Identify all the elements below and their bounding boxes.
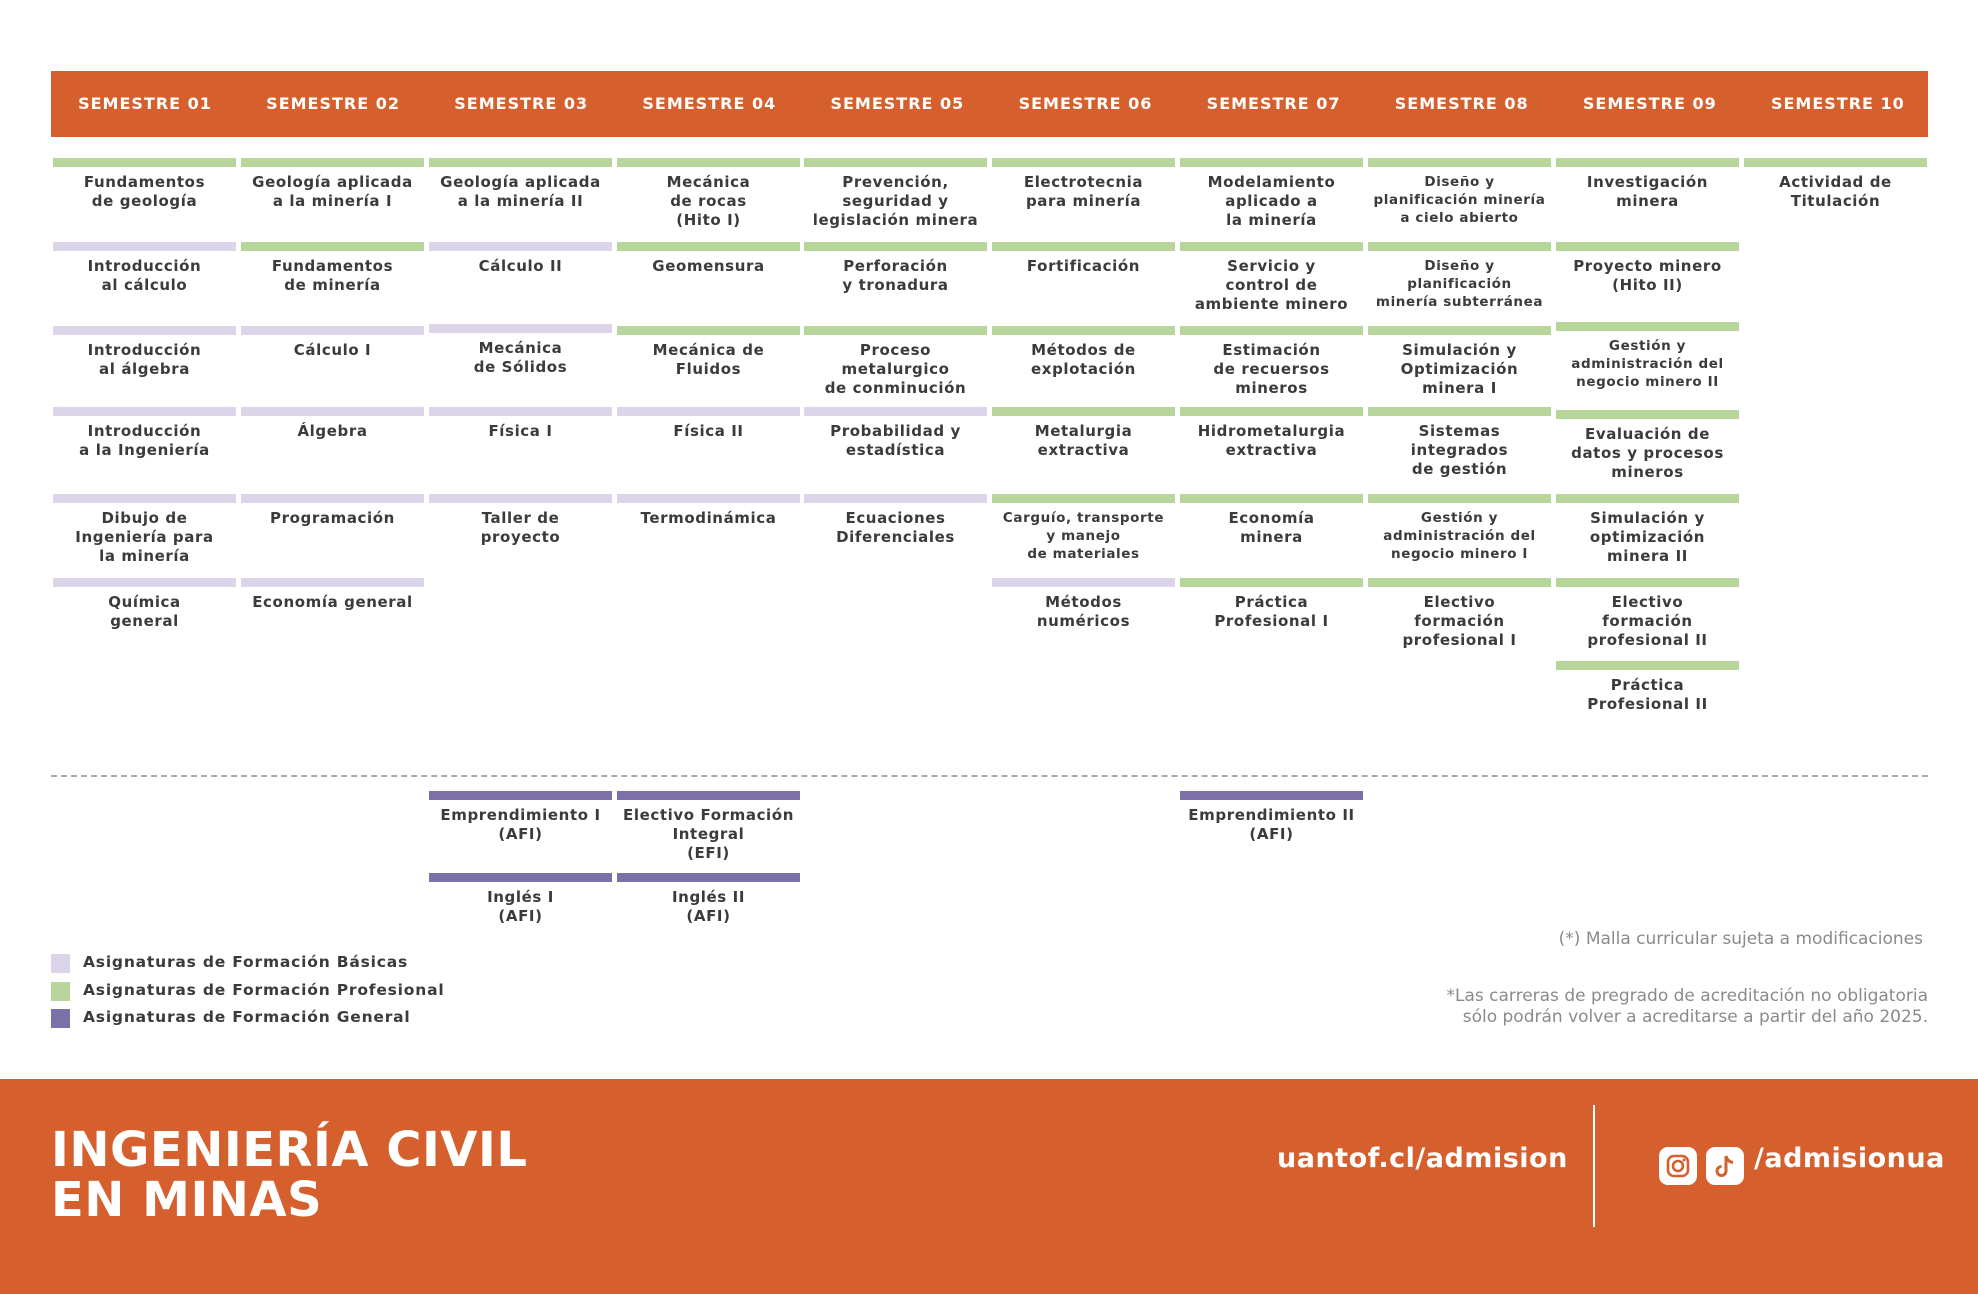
course-name: Actividad de Titulación xyxy=(1779,173,1892,210)
course-category-bar xyxy=(804,326,987,335)
course-name: Servicio y control de ambiente minero xyxy=(1194,257,1349,313)
course-category-bar xyxy=(429,242,612,251)
course-item xyxy=(617,407,800,441)
course-item xyxy=(617,326,800,379)
course-item xyxy=(1556,494,1739,566)
course-name: Simulación y optimización minera II xyxy=(1589,509,1706,565)
course-category-bar xyxy=(804,158,987,167)
course-category-bar xyxy=(1368,494,1551,503)
course-name: Electivo formación profesional I xyxy=(1402,593,1517,649)
course-name: Investigación minera xyxy=(1586,173,1709,210)
course-item xyxy=(804,158,987,230)
course-category-bar xyxy=(1368,578,1551,587)
course-name: Introducción al álgebra xyxy=(87,341,202,378)
career-title: INGENIERÍA CIVIL EN MINAS xyxy=(51,1122,528,1228)
course-category-bar xyxy=(1180,407,1363,416)
course-category-bar xyxy=(617,242,800,251)
separator-line xyxy=(51,775,1928,777)
website-link[interactable]: uantof.cl/admision xyxy=(1277,1143,1568,1174)
course-name: Introducción a la Ingeniería xyxy=(79,422,210,459)
course-item xyxy=(1368,326,1551,398)
course-item xyxy=(617,158,800,230)
semester-label-6: SEMESTRE 06 xyxy=(1018,94,1153,113)
course-name: Emprendimiento I (AFI) xyxy=(440,806,601,843)
course-category-bar xyxy=(1368,407,1551,416)
course-item xyxy=(1556,322,1739,391)
course-category-bar xyxy=(429,324,612,333)
course-name: Hidrometalurgia extractiva xyxy=(1197,422,1346,459)
course-name: Simulación y Optimización minera I xyxy=(1400,341,1519,397)
course-name: Dibujo de Ingeniería para la minería xyxy=(75,509,214,565)
course-name: Práctica Profesional I xyxy=(1214,593,1329,630)
legend-swatch xyxy=(51,1009,70,1028)
course-item xyxy=(804,242,987,295)
course-category-bar xyxy=(241,242,424,251)
course-item xyxy=(617,494,800,528)
semester-label-8: SEMESTRE 08 xyxy=(1394,94,1529,113)
course-category-bar xyxy=(241,326,424,335)
course-item xyxy=(1180,242,1363,314)
course-name: Métodos de explotación xyxy=(1031,341,1136,378)
course-item xyxy=(992,158,1175,211)
course-item xyxy=(1368,407,1551,479)
course-item xyxy=(1368,242,1551,311)
course-category-bar xyxy=(1368,326,1551,335)
course-category-bar xyxy=(53,326,236,335)
accreditation-note-line2: sólo podrán volver a acreditarse a partir del año 2025. xyxy=(1462,1007,1928,1027)
legend-swatch xyxy=(51,982,70,1001)
semester-label-5: SEMESTRE 05 xyxy=(830,94,965,113)
course-category-bar xyxy=(429,873,612,882)
course-item xyxy=(1556,158,1739,211)
course-name: Métodos numéricos xyxy=(1036,593,1131,630)
course-name: Fortificación xyxy=(1026,257,1141,275)
course-category-bar xyxy=(992,326,1175,335)
course-category-bar xyxy=(617,494,800,503)
legend-label: Asignaturas de Formación General xyxy=(83,1008,411,1026)
course-category-bar xyxy=(1556,158,1739,167)
course-name: Fundamentos de geología xyxy=(83,173,206,210)
instagram-icon[interactable] xyxy=(1659,1147,1697,1185)
course-name: Emprendimiento II (AFI) xyxy=(1188,806,1355,843)
course-item xyxy=(1180,326,1363,398)
course-category-bar xyxy=(992,158,1175,167)
course-category-bar xyxy=(53,494,236,503)
course-category-bar xyxy=(992,578,1175,587)
course-category-bar xyxy=(1180,791,1363,800)
course-item xyxy=(429,407,612,441)
course-item xyxy=(617,873,800,926)
course-category-bar xyxy=(429,158,612,167)
course-name: Gestión y administración del negocio minero I xyxy=(1383,510,1536,562)
course-category-bar xyxy=(1556,410,1739,419)
course-item xyxy=(804,407,987,460)
course-category-bar xyxy=(1556,578,1739,587)
course-item xyxy=(241,158,424,211)
course-name: Mecánica de Sólidos xyxy=(473,339,568,376)
course-item xyxy=(992,578,1175,631)
course-item xyxy=(617,242,800,276)
tiktok-icon[interactable] xyxy=(1706,1147,1744,1185)
course-category-bar xyxy=(1556,242,1739,251)
course-name: Física I xyxy=(488,422,553,440)
course-name: Proceso metalurgico de conminución xyxy=(824,341,967,397)
course-name: Prevención, seguridad y legislación minera xyxy=(812,173,979,229)
course-item xyxy=(992,407,1175,460)
course-category-bar xyxy=(241,578,424,587)
course-name: Diseño y planificación minería a cielo abierto xyxy=(1373,174,1546,226)
course-name: Sistemas integrados de gestión xyxy=(1410,422,1509,478)
course-name: Gestión y administración del negocio minero II xyxy=(1571,338,1724,390)
course-category-bar xyxy=(1556,661,1739,670)
course-category-bar xyxy=(1556,322,1739,331)
course-category-bar xyxy=(617,158,800,167)
course-category-bar xyxy=(1368,158,1551,167)
course-item xyxy=(1368,578,1551,650)
course-item xyxy=(429,324,612,377)
course-name: Inglés II (AFI) xyxy=(671,888,746,925)
course-name: Probabilidad y estadística xyxy=(830,422,961,459)
course-name: Química general xyxy=(108,593,181,630)
course-name: Geología aplicada a la minería II xyxy=(440,173,601,210)
course-item xyxy=(804,494,987,547)
course-name: Electrotecnia para minería xyxy=(1023,173,1144,210)
course-name: Geología aplicada a la minería I xyxy=(252,173,413,210)
course-item xyxy=(1180,494,1363,547)
course-category-bar xyxy=(992,242,1175,251)
course-item xyxy=(241,242,424,295)
course-category-bar xyxy=(804,242,987,251)
semester-label-10: SEMESTRE 10 xyxy=(1770,94,1905,113)
course-category-bar xyxy=(804,407,987,416)
course-item xyxy=(1556,578,1739,650)
course-category-bar xyxy=(53,158,236,167)
course-item xyxy=(429,242,612,276)
course-name: Perforación y tronadura xyxy=(842,257,949,294)
course-category-bar xyxy=(1180,578,1363,587)
course-category-bar xyxy=(241,158,424,167)
course-category-bar xyxy=(53,242,236,251)
course-name: Taller de proyecto xyxy=(480,509,561,546)
semester-label-3: SEMESTRE 03 xyxy=(454,94,589,113)
course-name: Física II xyxy=(673,422,744,440)
course-item xyxy=(1368,494,1551,563)
course-category-bar xyxy=(617,326,800,335)
semester-label-1: SEMESTRE 01 xyxy=(78,94,212,113)
course-name: Cálculo I xyxy=(293,341,372,359)
accreditation-note-line1: *Las carreras de pregrado de acreditación no obligatoria xyxy=(1446,986,1928,1006)
course-name: Álgebra xyxy=(297,422,368,440)
course-category-bar xyxy=(1556,494,1739,503)
course-item xyxy=(1556,661,1739,714)
legend-swatch xyxy=(51,954,70,973)
course-category-bar xyxy=(53,578,236,587)
course-item xyxy=(992,326,1175,379)
course-item xyxy=(617,791,800,863)
course-name: Electivo formación profesional II xyxy=(1587,593,1708,649)
course-name: Economía general xyxy=(252,593,413,611)
course-item xyxy=(1744,158,1927,211)
course-name: Termodinámica xyxy=(640,509,777,527)
course-item xyxy=(992,242,1175,276)
course-name: Mecánica de rocas (Hito I) xyxy=(666,173,751,229)
course-item xyxy=(1180,791,1363,844)
malla-note: (*) Malla curricular sujeta a modificaciones xyxy=(1558,929,1923,949)
course-category-bar xyxy=(53,407,236,416)
course-name: Economía minera xyxy=(1228,509,1315,546)
course-name: Carguío, transporte y manejo de materiales xyxy=(1002,510,1165,562)
course-category-bar xyxy=(1368,242,1551,251)
semester-label-2: SEMESTRE 02 xyxy=(266,94,400,113)
course-name: Ecuaciones Diferenciales xyxy=(836,509,955,546)
course-category-bar xyxy=(617,873,800,882)
course-name: Estimación de recuersos mineros xyxy=(1213,341,1330,397)
footer-divider xyxy=(1593,1105,1595,1227)
semester-label-9: SEMESTRE 09 xyxy=(1582,94,1717,113)
course-item xyxy=(1180,158,1363,230)
legend-label: Asignaturas de Formación Básicas xyxy=(83,953,409,971)
course-category-bar xyxy=(429,407,612,416)
course-item xyxy=(1180,407,1363,460)
course-name: Fundamentos de minería xyxy=(271,257,394,294)
course-item xyxy=(1368,158,1551,227)
course-name: Diseño y planificación minería subterránea xyxy=(1375,258,1544,310)
course-category-bar xyxy=(241,407,424,416)
semester-label-4: SEMESTRE 04 xyxy=(642,94,777,113)
course-name: Mecánica de Fluidos xyxy=(652,341,765,378)
course-category-bar xyxy=(992,407,1175,416)
course-category-bar xyxy=(241,494,424,503)
legend-label: Asignaturas de Formación Profesional xyxy=(83,981,445,999)
course-name: Geomensura xyxy=(652,257,765,275)
course-item xyxy=(1180,578,1363,631)
course-item xyxy=(804,326,987,398)
course-name: Programación xyxy=(270,509,395,527)
course-name: Electivo Formación Integral (EFI) xyxy=(623,806,794,862)
course-item xyxy=(429,494,612,547)
course-name: Proyecto minero (Hito II) xyxy=(1573,257,1722,294)
course-item xyxy=(992,494,1175,563)
course-item xyxy=(1556,410,1739,482)
course-name: Evaluación de datos y procesos mineros xyxy=(1571,425,1724,481)
course-item xyxy=(53,407,236,460)
course-category-bar xyxy=(1180,326,1363,335)
course-item xyxy=(241,578,424,612)
accreditation-note xyxy=(1446,986,1928,1028)
course-name: Introducción al cálculo xyxy=(87,257,202,294)
course-category-bar xyxy=(1180,242,1363,251)
course-name: Modelamiento aplicado a la minería xyxy=(1207,173,1336,229)
social-handle[interactable]: /admisionua xyxy=(1754,1143,1945,1174)
semester-label-7: SEMESTRE 07 xyxy=(1206,94,1341,113)
course-item xyxy=(429,791,612,844)
course-name: Inglés I (AFI) xyxy=(487,888,554,925)
course-category-bar xyxy=(1744,158,1927,167)
course-category-bar xyxy=(617,407,800,416)
course-item xyxy=(241,494,424,528)
course-item xyxy=(53,494,236,566)
course-item xyxy=(429,158,612,211)
course-item xyxy=(1556,242,1739,295)
course-category-bar xyxy=(992,494,1175,503)
course-name: Metalurgia extractiva xyxy=(1034,422,1133,459)
course-category-bar xyxy=(1180,494,1363,503)
course-item xyxy=(241,407,424,441)
course-category-bar xyxy=(1180,158,1363,167)
course-item xyxy=(53,578,236,631)
course-category-bar xyxy=(617,791,800,800)
course-item xyxy=(53,326,236,379)
course-category-bar xyxy=(804,494,987,503)
course-item xyxy=(53,158,236,211)
course-name: Práctica Profesional II xyxy=(1587,676,1708,713)
course-category-bar xyxy=(429,791,612,800)
course-item xyxy=(241,326,424,360)
course-item xyxy=(429,873,612,926)
course-category-bar xyxy=(429,494,612,503)
course-name: Cálculo II xyxy=(478,257,563,275)
semester-header xyxy=(51,71,1928,137)
course-item xyxy=(53,242,236,295)
